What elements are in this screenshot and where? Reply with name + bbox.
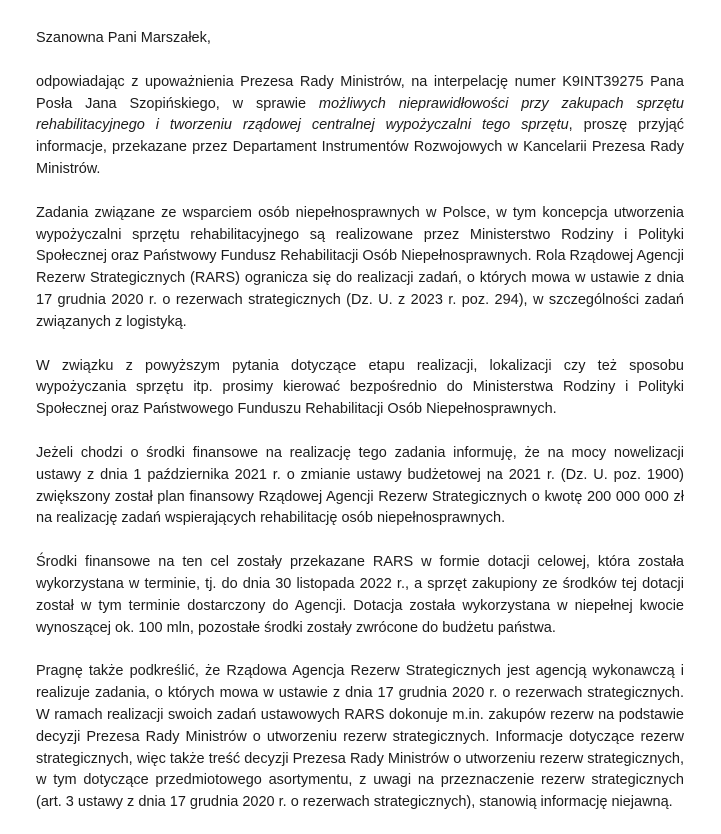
interpellation-subject-italic: możliwych nieprawidłowości przy zakupach sprzętu rehabilitacyjnego i tworzeniu rządowej centralnej wypożyczalni tego sprzętu [36, 95, 685, 134]
intro-text-before-subject: odpowiadając z upoważnienia Prezesa Rady Ministrów, na interpelację numer K9INT39275 Pana Posła Jana Szopińskiego, w sprawie [36, 73, 684, 112]
paragraph-redirect-questions: W związku z powyższym pytania dotyczące etapu realizacji, lokalizacji czy też sposobu wypożyczania sprzętu itp. prosimy kierować bezpośrednio do Ministerstwa Rodziny i Polityki Społecznej oraz Państwowego Funduszu Rehabilitacji Osób Niepełnosprawnych. [36, 357, 684, 418]
paragraph-classified-information: Pragnę także podkreślić, że Rządowa Agencja Rezerw Strategicznych jest agencją wykonawczą i realizuje zadania, o których mowa w ustawie z dnia 17 grudnia 2020 r. o rezerwach strategicznych. W ramach realizacji swoich zadań ustawowych RARS dokonuje m.in. zakupów rezerw na podstawie decyzji Prezesa Rady Ministrów o utworzeniu rezerw strategicznych. Informacje dotyczące rezerw strategicznych, więc także treść decyzji Prezesa Rady Ministrów o utworzeniu rezerw strategicznych, w tym dotyczące przedmiotowego asortymentu, z uwagi na przeznaczenie rezerw strategicznych (art. 3 ustawy z dnia 17 grudnia 2020 r. o rezerwach strategicznych), stanowią informację niejawną. [36, 663, 684, 811]
paragraph-intro [36, 72, 684, 181]
paragraph-tasks-responsibility: Zadania związane ze wsparciem osób niepełnosprawnych w Polsce, w tym koncepcja utworzenia wypożyczalni sprzętu rehabilitacyjnego są realizowane przez Ministerstwo Rodziny i Polityki Społecznej oraz Państwowy Fundusz Rehabilitacji Osób Niepełnosprawnych. Rola Rządowej Agencji Rezerw Strategicznych (RARS) ogranicza się do realizacji zadań, o których mowa w ustawie z dnia 17 grudnia 2020 r. o rezerwach strategicznych (Dz. U. z 2023 r. poz. 294), w szczególności zadań związanych z logistyką. [36, 204, 685, 330]
paragraph-subsidy-usage: Środki finansowe na ten cel zostały przekazane RARS w formie dotacji celowej, która została wykorzystana w terminie, tj. do dnia 30 listopada 2022 r., a sprzęt zakupiony ze środków tej dotacji został w tym terminie dostarczony do Agencji. Dotacja została wykorzystana w niepełnej kwocie wynoszącej ok. 100 mln, pozostałe środki zostały zwrócone do budżetu państwa. [36, 554, 684, 636]
paragraph-budget-amendment: Jeżeli chodzi o środki finansowe na realizację tego zadania informuję, że na mocy nowelizacji ustawy z dnia 1 października 2021 r. o zmianie ustawy budżetowej na 2021 r. (Dz. U. poz. 1900) zwiększony został plan finansowy Rządowej Agencji Rezerw Strategicznych o kwotę 200 000 000 zł na realizację zadań wspierających rehabilitację osób niepełnosprawnych. [36, 444, 684, 527]
salutation: Szanowna Pani Marszałek, [36, 30, 211, 46]
intro-text-after-subject: , proszę przyjąć informacje, przekazane przez Departament Instrumentów Rozwojowych w Kancelarii Prezesa Rady Ministrów. [36, 117, 684, 177]
